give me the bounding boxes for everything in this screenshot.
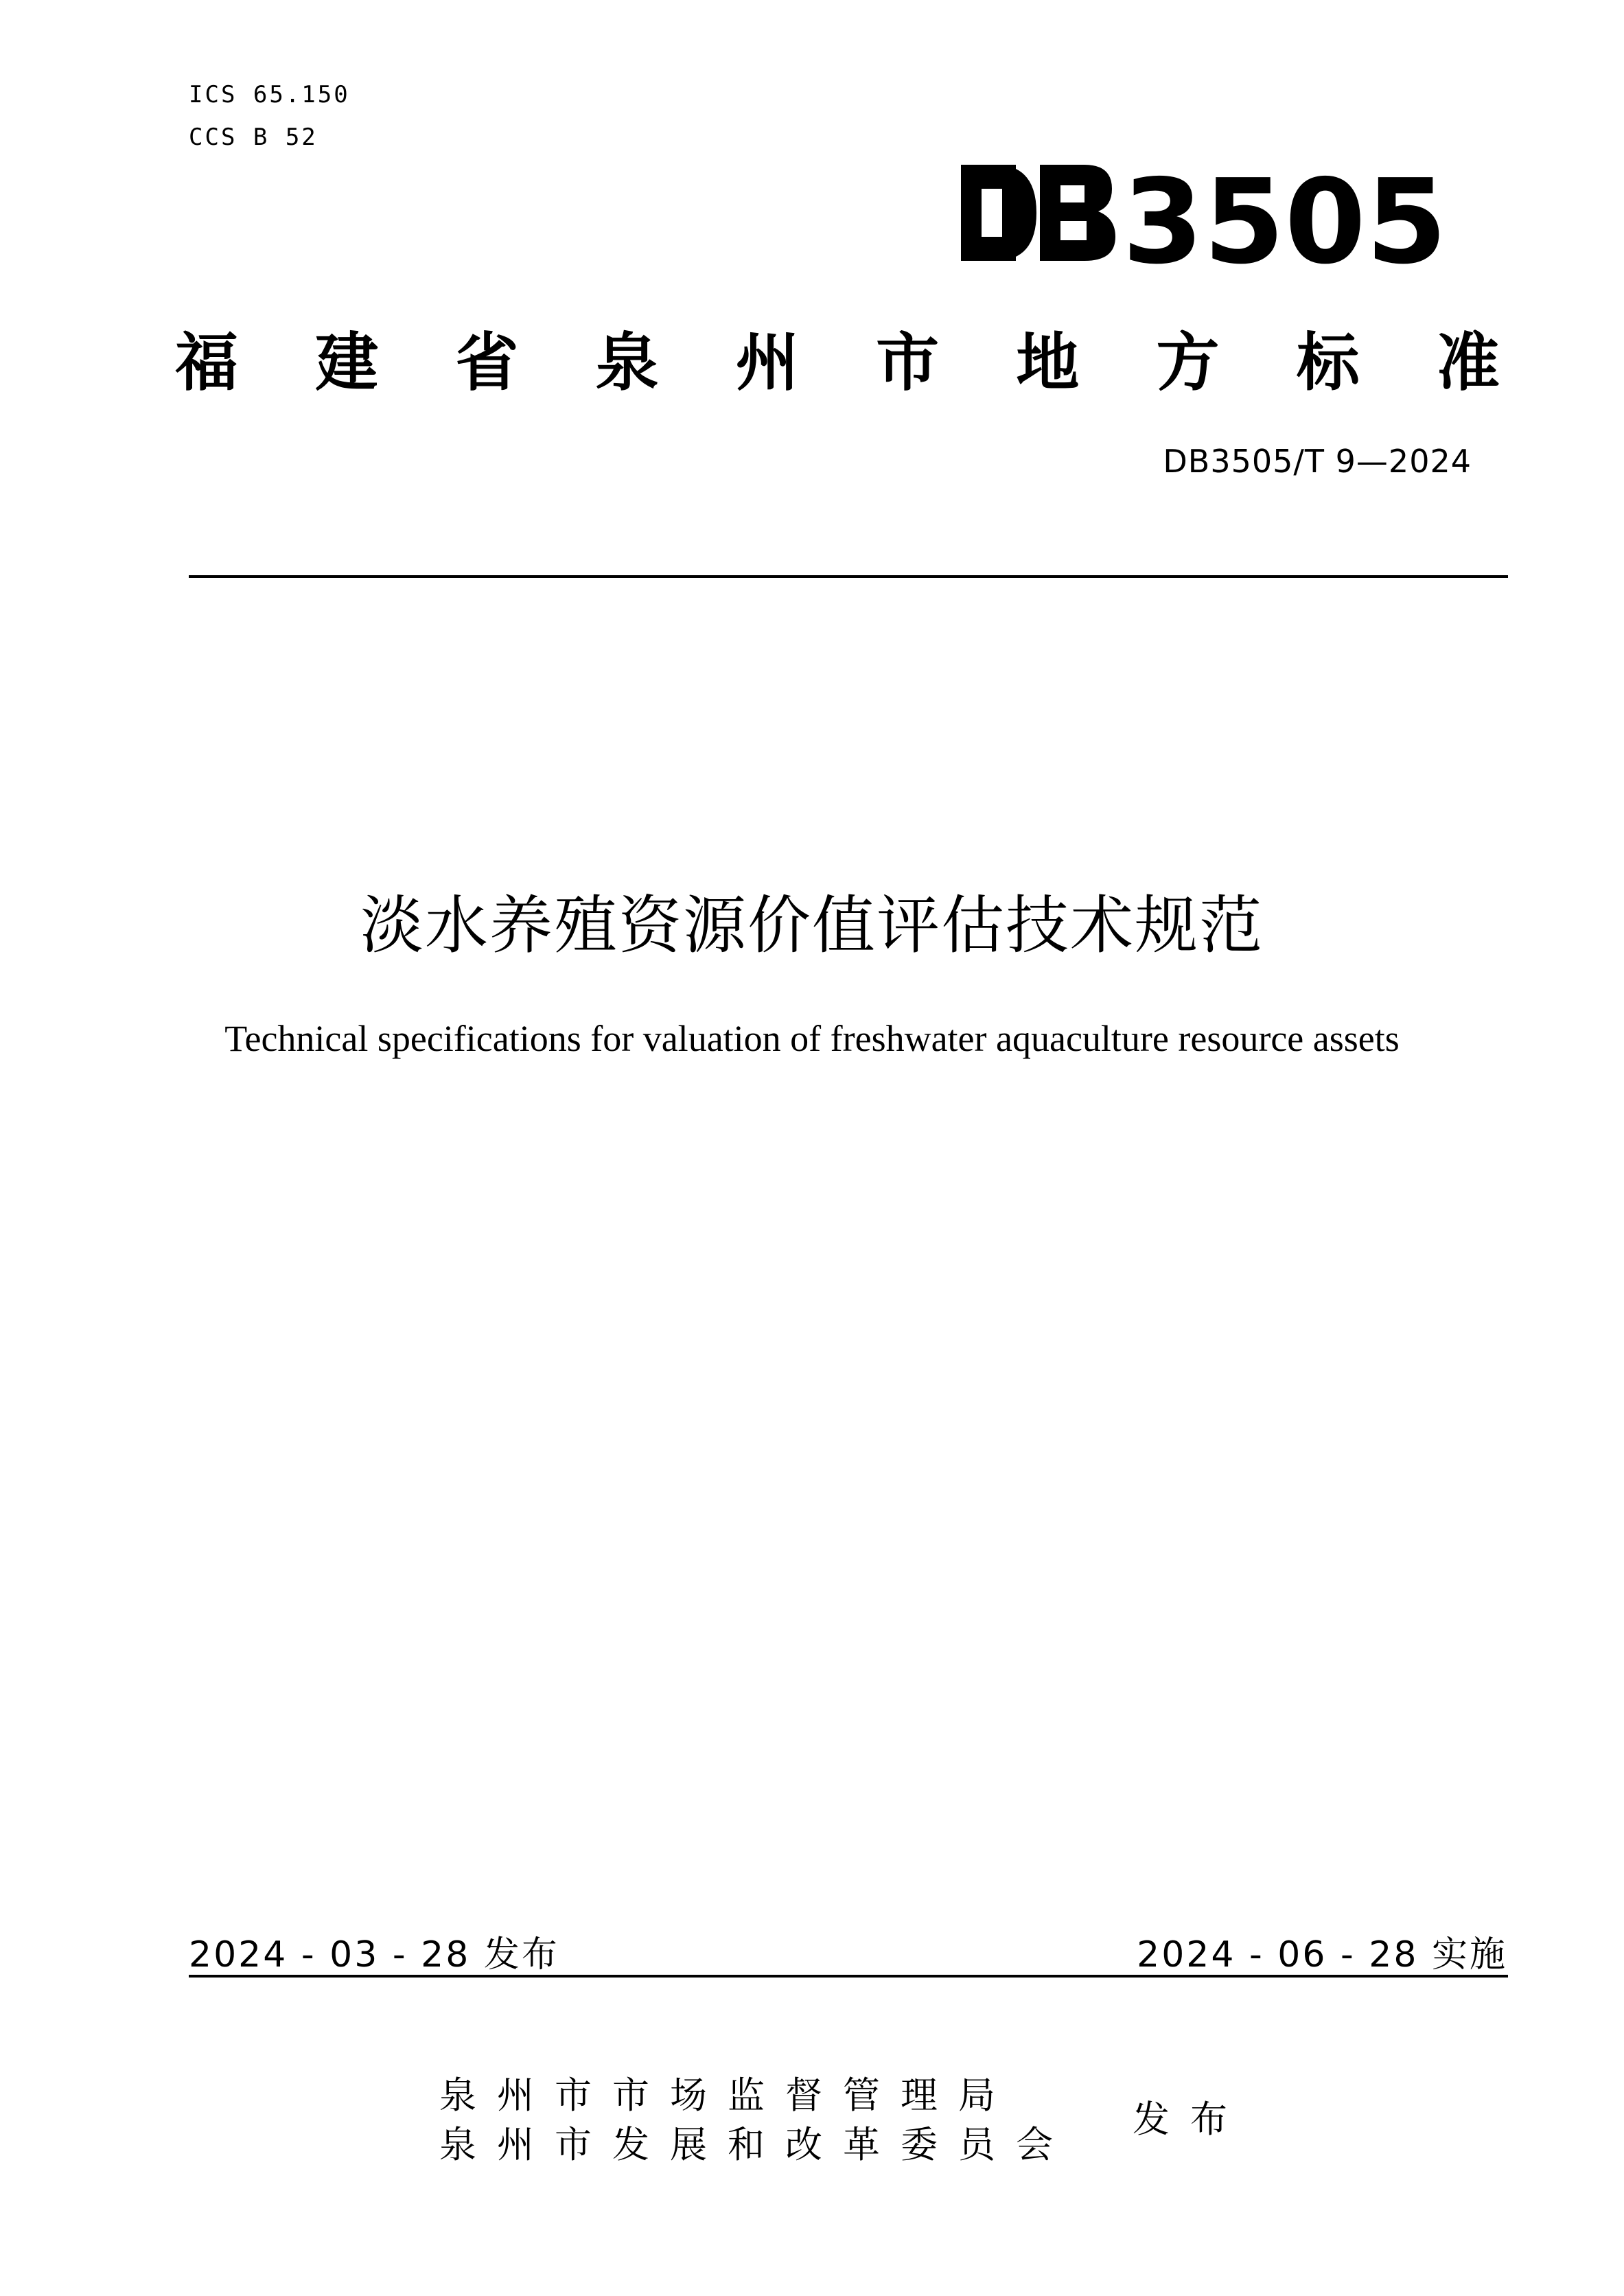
issuer-char: 福 — [175, 326, 239, 399]
issuer-char: 标 — [1296, 326, 1360, 399]
issuer-char: 建 — [315, 326, 379, 399]
issuer-char: 准 — [1436, 326, 1500, 399]
db3505-logo-digits: 3505 — [1122, 158, 1448, 288]
publisher-organization: 泉州市发展和改革委员会 — [439, 2123, 1074, 2166]
db3505-logo — [892, 158, 1510, 288]
issuer-char: 地 — [1016, 326, 1080, 399]
standard-number: DB3505/T 9—2024 — [1163, 443, 1472, 480]
issue-date: 2024 - 03 - 28 发布 — [189, 1934, 559, 1975]
issuer-char: 省 — [455, 326, 519, 399]
publisher-organization: 泉州市市场监督管理局 — [439, 2074, 1016, 2117]
issuer-char: 市 — [876, 326, 940, 399]
issuer-char: 泉 — [595, 326, 659, 399]
issuer-char: 方 — [1156, 326, 1220, 399]
bottom-divider — [189, 1975, 1508, 1978]
issuer-char: 州 — [735, 326, 799, 399]
ics-code: ICS 65.150 — [189, 81, 350, 108]
document-title-chinese: 淡水养殖资源价值评估技术规范 — [360, 889, 1264, 962]
publish-label: 发布 — [1133, 2098, 1248, 2141]
ccs-code: CCS B 52 — [189, 124, 318, 151]
issuer-heading — [175, 312, 1500, 403]
top-divider — [189, 575, 1508, 578]
effective-date: 2024 - 06 - 28 实施 — [1137, 1934, 1507, 1975]
document-title-english: Technical specifications for valuation of freshwater aquaculture resource assets — [224, 1018, 1400, 1059]
